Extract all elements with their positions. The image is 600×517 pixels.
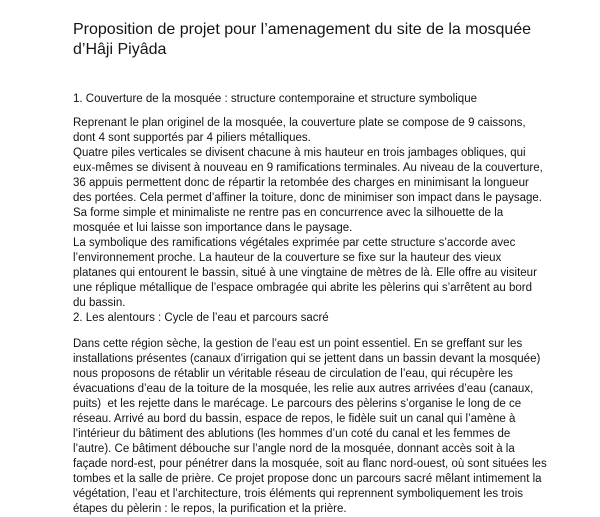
- section-2-body: Dans cette région sèche, la gestion de l’eau est un point essentiel. En se greffant sur les installations présentes (canaux d’irrigation qui se jettent dans un bassin devant la mosquée) nous proposons de rétablir un véritable réseau de circulation de l’eau, qui récupère les évacuations d’eau de la toiture de la mosquée, les relie aux autres arrivées d’eau (canaux, puits) et les rejette dans le marécage. Le parcours des pèlerins s’organise le long de ce réseau. Arrivé au bord du bassin, espace de repos, le fidèle suit un canal qui l’amène à l’intérieur du bâtiment des ablutions (les hommes d’un coté du canal et les femmes de l’autre). Ce bâtiment débouche sur l’angle nord de la mosquée, donnant accès soit à la façade nord-est, pour pénétrer dans la mosquée, soit au flanc nord-ouest, où sont situées les tombes et la salle de prière. Ce projet propose donc un parcours sacré mêlant intimement la végétation, l’eau et l’architecture, trois éléments qui reprennent symboliquement les trois étapes du pèlerin : le repos, la purification et la prière.: [73, 338, 547, 515]
- section-1-body: Reprenant le plan originel de la mosquée, la couverture plate se compose de 9 caissons, dont 4 sont supportés par 4 piliers métalliques. Quatre piles verticales se divisent chacune à mis hauteur en trois jambages obliques, qui eux-mêmes se divisent à nouveau en 9 ramifications terminales. Au niveau de la couverture, 36 appuis permettent donc de répartir la retombée des charges en minimisant la longueur des portées. Cela permet d’affiner la toiture, donc de minimiser son impact dans le paysage. Sa forme simple et minimaliste ne rentre pas en concurrence avec la silhouette de la mosquée et lui laisse son importance dans le paysage. La symbolique des ramifications végétales exprimée par cette structure s’accorde avec l’environnement proche. La hauteur de la couverture se fixe sur la hauteur des vieux platanes qui entourent le bassin, situé à une vingtaine de mètres de là. Elle offre au visiteur une réplique métallique de l’espace ombragée qui abrite les pèlerins qui s’arrêtent au bord du bassin.: [73, 117, 543, 309]
- document-title: Proposition de projet pour l’amenagement du site de la mosquée d’Hâji Piyâda: [73, 21, 532, 58]
- section-1-heading: 1. Couverture de la mosquée : structure contemporaine et structure symbolique: [73, 93, 477, 105]
- section-2-heading: 2. Les alentours : Cycle de l’eau et parcours sacré: [73, 312, 329, 324]
